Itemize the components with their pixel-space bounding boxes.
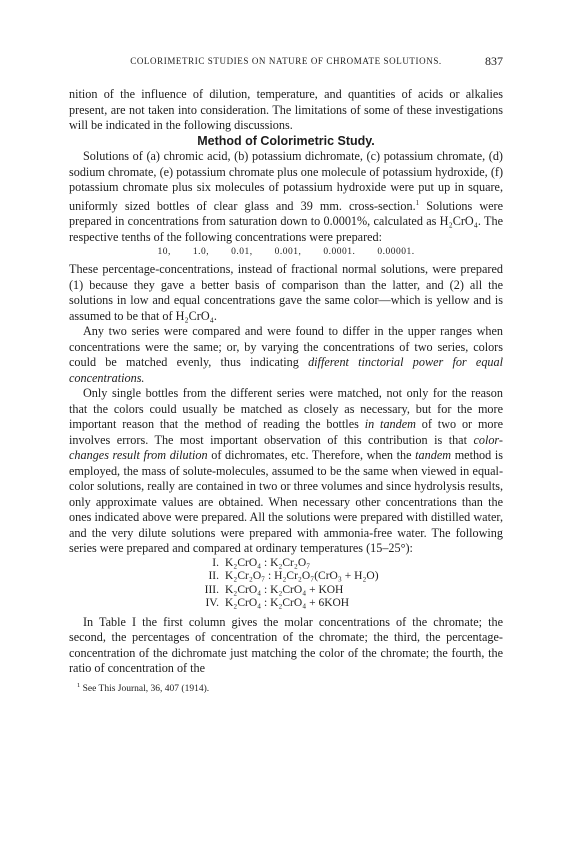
footnote [69, 680, 503, 695]
series-list [187, 557, 503, 611]
paragraph-5 [69, 386, 503, 557]
concentration-value: 0.00001. [377, 247, 415, 258]
series-number: II. [208, 570, 219, 583]
footnote-mark: 1 [77, 681, 81, 689]
paragraph-2-text-b: Solutions were prepared in concentrations from saturation down to 0.0001%, calculated as H₂CrO₄. The respective tenths of the following concentrations were prepared: [69, 198, 504, 244]
page [69, 56, 503, 695]
paragraph-6: In Table I the first column gives the molar concentrations of the chromate; the second, the percentages of concentration of the chromate; the third, the percentage-concentration of the dichromate just matching the color of the chromate; the fourth, the ratio of concentration of the [69, 614, 503, 676]
italic-tandem: tandem [415, 448, 452, 463]
concentration-list [69, 245, 503, 259]
series-number: III. [204, 583, 219, 596]
concentration-value: 0.001, [274, 247, 302, 258]
running-header [69, 56, 503, 70]
series-row [187, 557, 503, 571]
series-row [187, 570, 503, 584]
paragraph-2 [69, 149, 503, 245]
series-formula: K₂CrO₄ : K₂CrO₄ + 6KOH [225, 597, 350, 610]
series-row [187, 584, 503, 598]
series-formula: K₂CrO₄ : K₂Cr₂O₇ [225, 556, 311, 569]
paragraph-5-text-c: of dichromates, etc. Therefore, when the [207, 448, 416, 463]
concentration-value: 0.01, [231, 247, 253, 258]
series-formula: K₂CrO₄ : K₂CrO₄ + KOH [225, 583, 344, 596]
paragraph-4 [69, 324, 503, 386]
paragraph-4-italic: different tinctorial power for equal concentrations. [69, 355, 503, 385]
italic-in-tandem: in tandem [364, 417, 416, 432]
concentration-value: 0.0001. [323, 247, 356, 258]
series-number: IV. [205, 597, 219, 610]
paragraph-2-text-a: Solutions of (a) chromic acid, (b) potassium dichromate, (c) potassium chromate, (d) sodium chromate, (e) potassium chromate plus one molecule of potassium hydroxide, (f) potassium chromate plus six molecules of potassium hydroxide were put up in square, uniformly sized bottles of clear glass and 39 mm. cross-section. [69, 149, 503, 213]
footnote-text: See This Journal, 36, 407 (1914). [82, 683, 210, 694]
italic-color-changes: color-changes result from dilution [69, 432, 503, 463]
body-text [69, 87, 503, 695]
page-number: 837 [485, 54, 503, 68]
footnote-ref: 1 [415, 198, 420, 207]
series-number: I. [212, 556, 219, 569]
concentration-value: 10, [157, 247, 171, 258]
series-formula: K₂Cr₂O₇ : H₂Cr₂O₇(CrO₃ + H₂O) [225, 570, 379, 583]
paragraph-3: These percentage-concentrations, instead of fractional normal solutions, were prepared (1) because they gave a better basis of comparison than the latter, and (2) all the solutions in low and equal concentrations gave the same color—which is yellow and is assumed to be that of H₂CrO₄. [69, 262, 503, 323]
paragraph-5-text-b: of two or more involves errors. The most important observation of this contribution is that [69, 417, 503, 447]
paragraph-5-text-d: method is employed, the mass of solute-molecules, assumed to be the same when viewed in equal-color solutions, really are contained in two or three volumes and since hydrolysis results, only approximate values are obtained. When necessary other concentrations than the ones indicated above were prepared. All the solutions were prepared with distilled water, and the very dilute solutions were prepared with ammonia-free water. The following series were prepared and compared at ordinary temperatures (15–25°): [69, 448, 503, 556]
running-title: COLORIMETRIC STUDIES ON NATURE OF CHROMATE SOLUTIONS. [130, 56, 442, 66]
paragraph-4-text: Any two series were compared and were found to differ in the upper ranges when concentrations were the same; or, by varying the concentrations of two series, colors could be matched evenly, thus indicating [69, 324, 503, 370]
paragraph-5-text-a: Only single bottles from the different series were matched, not only for the reason that the colors could usually be matched as closely as necessary, but for the more important reason that the method of reading the bottles [69, 386, 503, 432]
series-row [187, 597, 503, 611]
concentration-value: 1.0, [192, 247, 210, 258]
paragraph-1: nition of the influence of dilution, temperature, and quantities of acids or alkalies present, are not taken into consideration. The limitations of some of these investigations will be indicated in the following discussions. [69, 87, 503, 132]
section-heading: Method of Colorimetric Study. [197, 133, 375, 148]
